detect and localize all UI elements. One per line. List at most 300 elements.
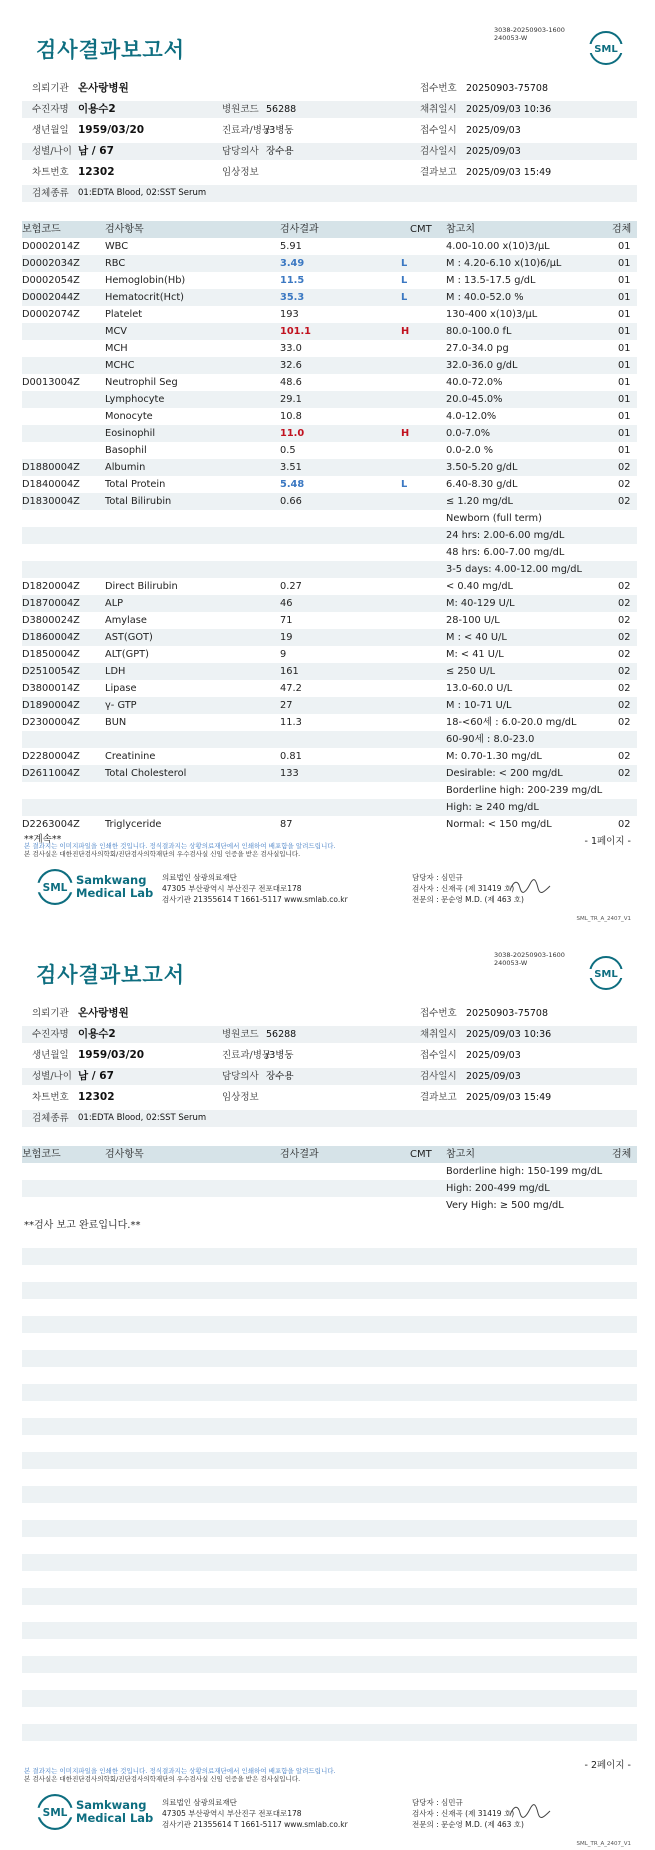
cell-result: 19 — [280, 632, 293, 643]
cell-code: D2510054Z — [22, 666, 80, 677]
cell-reference: M: 0.70-1.30 mg/dL — [446, 751, 542, 762]
table-row — [22, 510, 637, 527]
cell-specimen: 01 — [618, 292, 631, 303]
cell-specimen: 02 — [618, 479, 631, 490]
cell-specimen: 01 — [618, 360, 631, 371]
cell-result: 33.0 — [280, 343, 302, 354]
blank-row — [22, 1571, 637, 1588]
cell-result: 0.5 — [280, 445, 296, 456]
cell-reference: 0.0-7.0% — [446, 428, 491, 439]
cell-result: 27 — [280, 700, 293, 711]
collect-value: 2025/09/03 10:36 — [466, 104, 552, 115]
cell-test-name: BUN — [105, 717, 127, 728]
cell-reference: Desirable: < 200 mg/dL — [446, 768, 563, 779]
blank-row — [22, 1639, 637, 1656]
cell-test-name: Neutrophil Seg — [105, 377, 178, 388]
form-version: SML_TR_A_2407_V1 — [576, 1841, 631, 1847]
cell-test-name: WBC — [105, 241, 129, 252]
results-table-header — [22, 1146, 637, 1163]
receipt-label: 접수번호 — [420, 83, 457, 94]
cell-code: D1850004Z — [22, 649, 80, 660]
cell-specimen: 01 — [618, 309, 631, 320]
footer-logo — [36, 868, 156, 912]
cell-reference: 20.0-45.0% — [446, 394, 503, 405]
table-row — [22, 357, 637, 374]
cell-reference: Normal: < 150 mg/dL — [446, 819, 552, 830]
cell-specimen: 02 — [618, 649, 631, 660]
cell-test-name: Total Protein — [105, 479, 166, 490]
report-label: 결과보고 — [420, 167, 457, 178]
cell-test-name: ALP — [105, 598, 124, 609]
sexage-label: 성별/나이 — [32, 1071, 72, 1082]
cell-code: D0002074Z — [22, 309, 80, 320]
name-value: 이용수2 — [78, 103, 116, 115]
report-complete-text: **검사 보고 완료입니다.** — [24, 1220, 141, 1231]
hospcode-value: 56288 — [266, 104, 297, 115]
header-row-sexage — [22, 1068, 637, 1085]
table-row — [22, 1197, 637, 1214]
cell-result: 101.1 — [280, 326, 311, 337]
cell-result: 9 — [280, 649, 287, 660]
cell-code: D3800024Z — [22, 615, 80, 626]
name-label: 수진자명 — [32, 104, 69, 115]
page-number: - 1페이지 - — [584, 836, 631, 847]
header-row-name — [22, 1026, 637, 1043]
col-code-header: 보험코드 — [22, 1149, 61, 1160]
col-result-header: 검사결과 — [280, 224, 319, 235]
doctor-value: 장수용 — [266, 1071, 294, 1082]
test-value: 2025/09/03 — [466, 1071, 521, 1082]
table-row — [22, 476, 637, 493]
cell-specimen: 02 — [618, 496, 631, 507]
dept-value: /3병동 — [266, 1050, 294, 1061]
footer-org-info — [162, 1797, 348, 1830]
chart-value: 12302 — [78, 166, 115, 178]
page-title: 검사결과보고서 — [36, 963, 186, 987]
cell-result: 35.3 — [280, 292, 305, 303]
table-row — [22, 527, 637, 544]
table-row — [22, 799, 637, 816]
specimen-label: 검체종류 — [32, 1113, 69, 1124]
sexage-label: 성별/나이 — [32, 146, 72, 157]
cell-code: D1840004Z — [22, 479, 80, 490]
cell-specimen: 02 — [618, 666, 631, 677]
cell-reference: 28-100 U/L — [446, 615, 500, 626]
recv-label: 접수일시 — [420, 1050, 457, 1061]
footer-manager: 담당자 : 심민규 — [412, 873, 463, 882]
table-row — [22, 765, 637, 782]
cell-specimen: 02 — [618, 581, 631, 592]
cell-code: D0002014Z — [22, 241, 80, 252]
cell-flag: L — [401, 275, 408, 286]
table-row — [22, 408, 637, 425]
cell-result: 32.6 — [280, 360, 302, 371]
blank-row — [22, 1554, 637, 1571]
footer-brand-line1: Samkwang — [76, 873, 147, 887]
cell-reference: 40.0-72.0% — [446, 377, 503, 388]
cell-result: 47.2 — [280, 683, 302, 694]
cell-test-name: Direct Bilirubin — [105, 581, 178, 592]
cell-test-name: Hemoglobin(Hb) — [105, 275, 186, 286]
blank-row — [22, 1520, 637, 1537]
cell-specimen: 01 — [618, 394, 631, 405]
table-row — [22, 340, 637, 357]
cell-test-name: Eosinophil — [105, 428, 156, 439]
report-notes — [24, 1767, 336, 1783]
sml-logo-icon — [588, 30, 624, 66]
blank-row — [22, 1469, 637, 1486]
blank-row — [22, 1486, 637, 1503]
cell-reference: Newborn (full term) — [446, 513, 542, 524]
cell-reference: 3.50-5.20 g/dL — [446, 462, 518, 473]
cell-test-name: Triglyceride — [105, 819, 162, 830]
footer-address: 47305 부산광역시 부산진구 전포대로178 — [162, 1809, 302, 1818]
cell-test-name: Basophil — [105, 445, 147, 456]
cell-test-name: MCV — [105, 326, 127, 337]
cell-test-name: γ- GTP — [105, 700, 137, 711]
blank-row — [22, 1282, 637, 1299]
cell-result: 3.51 — [280, 462, 302, 473]
dob-label: 생년월일 — [32, 1050, 69, 1061]
chart-label: 차트번호 — [32, 1092, 69, 1103]
col-specimen-header: 검체 — [612, 224, 632, 235]
cell-specimen: 02 — [618, 819, 631, 830]
footer-specialist: 전문의 : 문순영 M.D. (제 463 호) — [412, 895, 524, 904]
footer-manager: 담당자 : 심민규 — [412, 1798, 463, 1807]
report-label: 결과보고 — [420, 1092, 457, 1103]
form-version: SML_TR_A_2407_V1 — [576, 916, 631, 922]
note-line-2: 본 검사실은 대한진단검사의학회/진단검사의학재단의 우수검사실 신임 인증을 받은 검사실입니다. — [24, 1775, 301, 1783]
cell-test-name: Lymphocyte — [105, 394, 165, 405]
footer-sml-logo-icon — [36, 1793, 74, 1831]
blank-row — [22, 1724, 637, 1741]
sexage-value: 남 / 67 — [78, 145, 114, 157]
footer-contact: 검사기관 21355614 T 1661-5117 www.smlab.co.kr — [162, 895, 348, 904]
blank-row — [22, 1435, 637, 1452]
table-row — [22, 731, 637, 748]
sml-logo-text: SML — [594, 969, 618, 980]
footer-sml-logo-text: SML — [42, 882, 68, 895]
cell-test-name: ALT(GPT) — [105, 649, 149, 660]
blank-row — [22, 1707, 637, 1724]
cell-test-name: AST(GOT) — [105, 632, 153, 643]
cell-result: 71 — [280, 615, 293, 626]
cell-specimen: 01 — [618, 377, 631, 388]
name-label: 수진자명 — [32, 1029, 69, 1040]
cell-reference: 24 hrs: 2.00-6.00 mg/dL — [446, 530, 565, 541]
cell-specimen: 01 — [618, 275, 631, 286]
blank-row — [22, 1333, 637, 1350]
cell-code: D1820004Z — [22, 581, 80, 592]
dob-value: 1959/03/20 — [78, 124, 145, 136]
cell-result: 161 — [280, 666, 299, 677]
specimen-label: 검체종류 — [32, 188, 69, 199]
specimen-value: 01:EDTA Blood, 02:SST Serum — [78, 188, 207, 198]
collect-value: 2025/09/03 10:36 — [466, 1029, 552, 1040]
table-row — [22, 425, 637, 442]
footer-org-info — [162, 872, 348, 905]
cell-reference: High: ≥ 240 mg/dL — [446, 802, 539, 813]
table-row — [22, 238, 637, 255]
collect-label: 채취일시 — [420, 104, 457, 115]
cell-test-name: Amylase — [105, 615, 147, 626]
doctor-label: 담당의사 — [222, 1071, 259, 1082]
col-name-header: 검사항목 — [105, 1149, 144, 1160]
blank-row — [22, 1265, 637, 1282]
cell-specimen: 01 — [618, 445, 631, 456]
cell-reference: Borderline high: 150-199 mg/dL — [446, 1166, 603, 1177]
cell-result: 29.1 — [280, 394, 302, 405]
cell-reference: M: < 41 U/L — [446, 649, 504, 660]
collect-label: 채취일시 — [420, 1029, 457, 1040]
document-id-line2: 240053-W — [494, 34, 528, 42]
table-row — [22, 323, 637, 340]
table-row — [22, 714, 637, 731]
cell-reference: 80.0-100.0 fL — [446, 326, 512, 337]
org-value: 온사랑병원 — [78, 1007, 129, 1019]
blank-row — [22, 1299, 637, 1316]
cell-result: 11.5 — [280, 275, 305, 286]
blank-row — [22, 1316, 637, 1333]
table-row — [22, 544, 637, 561]
header-row-chart — [22, 164, 637, 181]
cell-specimen: 01 — [618, 241, 631, 252]
cell-code: D0002034Z — [22, 258, 80, 269]
cell-result: 0.66 — [280, 496, 302, 507]
table-row — [22, 561, 637, 578]
signature-icon — [508, 876, 552, 896]
sexage-value: 남 / 67 — [78, 1070, 114, 1082]
footer-contact: 검사기관 21355614 T 1661-5117 www.smlab.co.kr — [162, 1820, 348, 1829]
table-row — [22, 663, 637, 680]
cell-reference: 3-5 days: 4.00-12.00 mg/dL — [446, 564, 582, 575]
cell-specimen: 01 — [618, 326, 631, 337]
cell-result: 87 — [280, 819, 293, 830]
cell-specimen: 02 — [618, 700, 631, 711]
dob-value: 1959/03/20 — [78, 1049, 145, 1061]
table-row — [22, 646, 637, 663]
col-code-header: 보험코드 — [22, 224, 61, 235]
receipt-value: 20250903-75708 — [466, 83, 549, 94]
doctor-value: 장수용 — [266, 146, 294, 157]
blank-row — [22, 1452, 637, 1469]
header-row-sexage — [22, 143, 637, 160]
hospcode-label: 병원코드 — [222, 104, 259, 115]
cell-reference: M: 40-129 U/L — [446, 598, 515, 609]
cell-code: D1830004Z — [22, 496, 80, 507]
cell-reference: M : 10-71 U/L — [446, 700, 512, 711]
cell-test-name: Monocyte — [105, 411, 153, 422]
sml-logo-icon — [588, 955, 624, 991]
header-row-specimen — [22, 185, 637, 202]
footer-org: 의료법인 삼광의료재단 — [162, 873, 237, 882]
table-row — [22, 748, 637, 765]
test-label: 검사일시 — [420, 1071, 457, 1082]
cell-flag: L — [401, 479, 408, 490]
document-id-line1: 3038-20250903-1600 — [494, 26, 565, 34]
cell-result: 133 — [280, 768, 299, 779]
footer-brand-line1: Samkwang — [76, 1798, 147, 1812]
footer-org: 의료법인 삼광의료재단 — [162, 1798, 237, 1807]
header-row-chart — [22, 1089, 637, 1106]
note-line-1: 본 결과지는 이미지파일을 인쇄한 것입니다. 정식결과지는 상황의료재단에서 인쇄하여 배포함을 알려드립니다. — [24, 1767, 336, 1775]
cell-result: 0.81 — [280, 751, 302, 762]
cell-code: D2611004Z — [22, 768, 80, 779]
cell-code: D0002044Z — [22, 292, 80, 303]
col-result-header: 검사결과 — [280, 1149, 319, 1160]
table-row — [22, 306, 637, 323]
cell-code: D1870004Z — [22, 598, 80, 609]
results-table-header — [22, 221, 637, 238]
report-page-2 — [0, 925, 655, 1850]
blank-row — [22, 1231, 637, 1248]
table-row — [22, 612, 637, 629]
continued-text: **계속** — [24, 834, 62, 845]
cell-result: 193 — [280, 309, 299, 320]
cell-code: D3800014Z — [22, 683, 80, 694]
table-row — [22, 391, 637, 408]
blank-row — [22, 1367, 637, 1384]
blank-row — [22, 1537, 637, 1554]
cell-flag: L — [401, 258, 408, 269]
cell-specimen: 02 — [618, 598, 631, 609]
cell-code: D1880004Z — [22, 462, 80, 473]
table-row — [22, 782, 637, 799]
col-specimen-header: 검체 — [612, 1149, 632, 1160]
blank-row — [22, 1690, 637, 1707]
cell-reference: Very High: ≥ 500 mg/dL — [446, 1200, 564, 1211]
cell-reference: 4.00-10.00 x(10)3/μL — [446, 241, 550, 252]
report-notes — [24, 842, 336, 858]
cell-result: 5.91 — [280, 241, 302, 252]
document-id — [494, 26, 565, 42]
test-label: 검사일시 — [420, 146, 457, 157]
cell-result: 46 — [280, 598, 293, 609]
cell-result: 11.0 — [280, 428, 305, 439]
cell-specimen: 02 — [618, 462, 631, 473]
cell-flag: H — [401, 428, 410, 439]
footer-sml-logo-icon — [36, 868, 74, 906]
cell-code: D0013004Z — [22, 377, 80, 388]
cell-test-name: RBC — [105, 258, 126, 269]
blank-row — [22, 1384, 637, 1401]
cell-code: D1860004Z — [22, 632, 80, 643]
cell-test-name: MCHC — [105, 360, 135, 371]
dept-label: 진료과/병동 — [222, 125, 272, 136]
table-row — [22, 255, 637, 272]
page-number: - 2페이지 - — [584, 1760, 631, 1771]
cell-test-name: Creatinine — [105, 751, 156, 762]
cell-result: 10.8 — [280, 411, 302, 422]
document-id-line1: 3038-20250903-1600 — [494, 951, 565, 959]
table-row — [22, 374, 637, 391]
blank-row — [22, 1248, 637, 1265]
cell-specimen: 02 — [618, 768, 631, 779]
cell-test-name: Hematocrit(Hct) — [105, 292, 184, 303]
note-line-2: 본 검사실은 대한진단검사의학회/진단검사의학재단의 우수검사실 신임 인증을 받은 검사실입니다. — [24, 850, 301, 858]
org-value: 온사랑병원 — [78, 82, 129, 94]
cell-result: 5.48 — [280, 479, 305, 490]
cell-reference: M : < 40 U/L — [446, 632, 507, 643]
dob-label: 생년월일 — [32, 125, 69, 136]
footer-brand — [76, 874, 153, 900]
hospcode-label: 병원코드 — [222, 1029, 259, 1040]
col-cmt-header: CMT — [410, 224, 432, 235]
cell-code: D1890004Z — [22, 700, 80, 711]
cell-test-name: MCH — [105, 343, 128, 354]
receipt-label: 접수번호 — [420, 1008, 457, 1019]
chart-value: 12302 — [78, 1091, 115, 1103]
footer-logo — [36, 1793, 156, 1837]
footer-address: 47305 부산광역시 부산진구 전포대로178 — [162, 884, 302, 893]
blank-row — [22, 1622, 637, 1639]
cell-specimen: 02 — [618, 717, 631, 728]
col-name-header: 검사항목 — [105, 224, 144, 235]
cell-test-name: Total Cholesterol — [105, 768, 187, 779]
dept-label: 진료과/병동 — [222, 1050, 272, 1061]
note-line-1: 본 결과지는 이미지파일을 인쇄한 것입니다. 정식결과지는 상황의료재단에서 인쇄하여 배포함을 알려드립니다. — [24, 842, 336, 850]
cell-result: 0.27 — [280, 581, 302, 592]
cell-reference: < 0.40 mg/dL — [446, 581, 513, 592]
report-value: 2025/09/03 15:49 — [466, 167, 552, 178]
cell-test-name: Platelet — [105, 309, 143, 320]
footer-sml-logo-text: SML — [42, 1807, 68, 1820]
cell-reference: 48 hrs: 6.00-7.00 mg/dL — [446, 547, 565, 558]
table-row — [22, 1180, 637, 1197]
report-value: 2025/09/03 15:49 — [466, 1092, 552, 1103]
col-ref-header: 참고치 — [446, 224, 475, 235]
chart-label: 차트번호 — [32, 167, 69, 178]
footer-brand-line2: Medical Lab — [76, 1811, 154, 1825]
name-value: 이용수2 — [78, 1028, 116, 1040]
header-row-org — [22, 80, 637, 97]
table-row — [22, 680, 637, 697]
receipt-value: 20250903-75708 — [466, 1008, 549, 1019]
cell-reference: 6.40-8.30 g/dL — [446, 479, 518, 490]
cell-specimen: 01 — [618, 343, 631, 354]
cell-code: D2300004Z — [22, 717, 80, 728]
cell-reference: ≤ 250 U/L — [446, 666, 496, 677]
cell-specimen: 02 — [618, 751, 631, 762]
table-row — [22, 442, 637, 459]
cell-reference: ≤ 1.20 mg/dL — [446, 496, 513, 507]
cell-reference: M : 40.0-52.0 % — [446, 292, 524, 303]
document-id-line2: 240053-W — [494, 959, 528, 967]
table-row — [22, 1163, 637, 1180]
table-row — [22, 272, 637, 289]
cell-result: 3.49 — [280, 258, 305, 269]
clin-label: 임상정보 — [222, 1092, 259, 1103]
footer-brand-line2: Medical Lab — [76, 886, 154, 900]
cell-reference: 13.0-60.0 U/L — [446, 683, 513, 694]
footer-specialist: 전문의 : 문순영 M.D. (제 463 호) — [412, 1820, 524, 1829]
cell-code: D2280004Z — [22, 751, 80, 762]
table-row — [22, 289, 637, 306]
cell-reference: 130-400 x(10)3/μL — [446, 309, 538, 320]
cell-reference: M : 13.5-17.5 g/dL — [446, 275, 536, 286]
blank-row — [22, 1673, 637, 1690]
cell-result: 48.6 — [280, 377, 302, 388]
cell-reference: 0.0-2.0 % — [446, 445, 494, 456]
table-row — [22, 595, 637, 612]
cell-reference: 60-90세 : 8.0-23.0 — [446, 734, 535, 745]
table-row — [22, 578, 637, 595]
org-label: 의뢰기관 — [32, 1008, 69, 1019]
cell-reference: Borderline high: 200-239 mg/dL — [446, 785, 603, 796]
document-id — [494, 951, 565, 967]
org-label: 의뢰기관 — [32, 83, 69, 94]
col-ref-header: 참고치 — [446, 1149, 475, 1160]
